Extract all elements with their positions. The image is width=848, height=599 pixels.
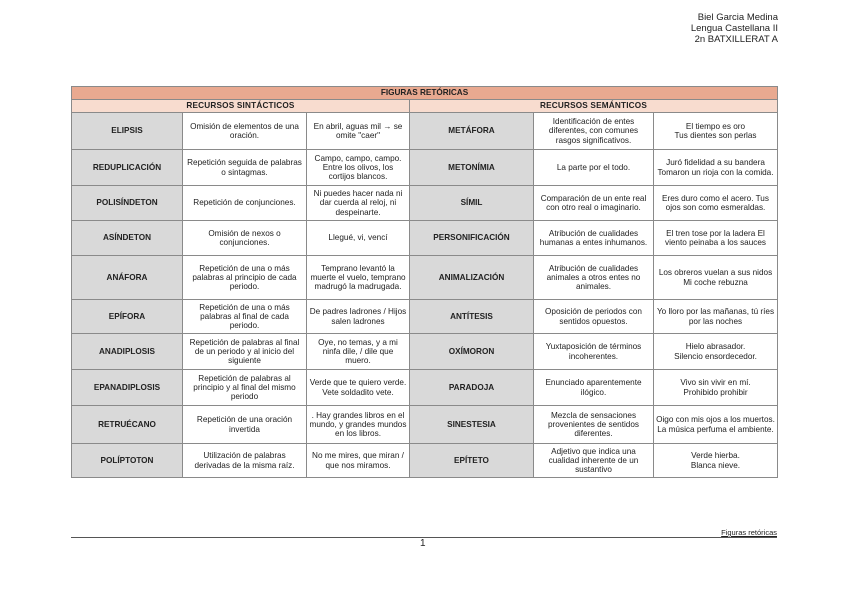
syntactic-figure-name: REDUPLICACIÓN bbox=[72, 150, 183, 186]
semantic-figure-name: EPÍTETO bbox=[410, 444, 534, 478]
page-header bbox=[691, 12, 778, 45]
table-row bbox=[72, 186, 778, 221]
syntactic-figure-example: Campo, campo, campo. Entre los olivos, los cortijos blancos. bbox=[307, 150, 410, 186]
semantic-figure-definition: Mezcla de sensaciones provenientes de sentidos diferentes. bbox=[534, 406, 654, 444]
table-row bbox=[72, 256, 778, 300]
rhetorical-figures-table bbox=[71, 86, 778, 478]
table-row bbox=[72, 113, 778, 150]
syntactic-figure-name: ANADIPLOSIS bbox=[72, 334, 183, 370]
semantic-figure-definition: Comparación de un ente real con otro real o imaginario. bbox=[534, 186, 654, 221]
syntactic-figure-definition: Repetición seguida de palabras o sintagmas. bbox=[183, 150, 307, 186]
semantic-figure-definition: Oposición de periodos con sentidos opuestos. bbox=[534, 300, 654, 334]
syntactic-figure-example: Verde que te quiero verde. Vete soldadito vete. bbox=[307, 370, 410, 406]
syntactic-figure-definition: Repetición de palabras al principio y al final del mismo periodo bbox=[183, 370, 307, 406]
syntactic-figure-definition: Repetición de una o más palabras al final de cada periodo. bbox=[183, 300, 307, 334]
syntactic-figure-name: ASÍNDETON bbox=[72, 221, 183, 256]
table-row bbox=[72, 221, 778, 256]
semantic-figure-name: ANIMALIZACIÓN bbox=[410, 256, 534, 300]
syntactic-figure-name: POLÍPTOTON bbox=[72, 444, 183, 478]
semantic-figure-example: Juró fidelidad a su bandera Tomaron un rioja con la comida. bbox=[654, 150, 778, 186]
syntactic-figure-name: ANÁFORA bbox=[72, 256, 183, 300]
semantic-figure-example: Vivo sin vivir en mí. Prohibido prohibir bbox=[654, 370, 778, 406]
syntactic-figure-definition: Repetición de una o más palabras al principio de cada periodo. bbox=[183, 256, 307, 300]
syntactic-figure-name: RETRUÉCANO bbox=[72, 406, 183, 444]
syntactic-figure-example: Ni puedes hacer nada ni dar cuerda al reloj, ni despeinarte. bbox=[307, 186, 410, 221]
page-number: 1 bbox=[420, 538, 426, 549]
syntactic-figure-example: No me mires, que miran / que nos miramos. bbox=[307, 444, 410, 478]
syntactic-figure-definition: Utilización de palabras derivadas de la misma raíz. bbox=[183, 444, 307, 478]
semantic-figure-name: OXÍMORON bbox=[410, 334, 534, 370]
semantic-figure-definition: Atribución de cualidades animales a otros entes no animales. bbox=[534, 256, 654, 300]
table-row bbox=[72, 150, 778, 186]
syntactic-figure-example: En abril, aguas mil → se omite "caer" bbox=[307, 113, 410, 150]
syntactic-figure-example: Llegué, vi, vencí bbox=[307, 221, 410, 256]
semantic-figure-example: Los obreros vuelan a sus nidos Mi coche rebuzna bbox=[654, 256, 778, 300]
semantic-figure-example: Verde hierba. Blanca nieve. bbox=[654, 444, 778, 478]
syntactic-heading: RECURSOS SINTÁCTICOS bbox=[72, 100, 410, 113]
syntactic-figure-name: EPÍFORA bbox=[72, 300, 183, 334]
semantic-heading: RECURSOS SEMÁNTICOS bbox=[410, 100, 778, 113]
syntactic-figure-name: POLISÍNDETON bbox=[72, 186, 183, 221]
syntactic-figure-definition: Omisión de nexos o conjunciones. bbox=[183, 221, 307, 256]
syntactic-figure-definition: Repetición de una oración invertida bbox=[183, 406, 307, 444]
semantic-figure-example: Eres duro como el acero. Tus ojos son como esmeraldas. bbox=[654, 186, 778, 221]
syntactic-figure-name: EPANADIPLOSIS bbox=[72, 370, 183, 406]
semantic-figure-definition: La parte por el todo. bbox=[534, 150, 654, 186]
syntactic-figure-name: ELIPSIS bbox=[72, 113, 183, 150]
syntactic-figure-example: Temprano levantó la muerte el vuelo, temprano madrugó la madrugada. bbox=[307, 256, 410, 300]
semantic-figure-example: Oigo con mis ojos a los muertos. La música perfuma el ambiente. bbox=[654, 406, 778, 444]
semantic-figure-name: SINESTESIA bbox=[410, 406, 534, 444]
semantic-figure-example: Yo lloro por las mañanas, tú ríes por las noches bbox=[654, 300, 778, 334]
semantic-figure-definition: Atribución de cualidades humanas a entes inhumanos. bbox=[534, 221, 654, 256]
table-row bbox=[72, 300, 778, 334]
syntactic-figure-definition: Repetición de palabras al final de un periodo y al inicio del siguiente bbox=[183, 334, 307, 370]
table-row bbox=[72, 406, 778, 444]
semantic-figure-name: ANTÍTESIS bbox=[410, 300, 534, 334]
syntactic-figure-example: De padres ladrones / Hijos salen ladrones bbox=[307, 300, 410, 334]
semantic-figure-example: Hielo abrasador. Silencio ensordecedor. bbox=[654, 334, 778, 370]
semantic-figure-name: PARADOJA bbox=[410, 370, 534, 406]
syntactic-figure-example: Oye, no temas, y a mi ninfa dile, / dile que muero. bbox=[307, 334, 410, 370]
table-row bbox=[72, 370, 778, 406]
semantic-figure-example: El tren tose por la ladera El viento peinaba a los sauces bbox=[654, 221, 778, 256]
header-course: 2n BATXILLERAT A bbox=[694, 34, 778, 45]
semantic-figure-definition: Identificación de entes diferentes, con comunes rasgos significativos. bbox=[534, 113, 654, 150]
semantic-figure-name: SÍMIL bbox=[410, 186, 534, 221]
table-title: FIGURAS RETÓRICAS bbox=[72, 87, 778, 100]
semantic-figure-name: METONÍMIA bbox=[410, 150, 534, 186]
semantic-figure-definition: Enunciado aparentemente ilógico. bbox=[534, 370, 654, 406]
syntactic-figure-definition: Omisión de elementos de una oración. bbox=[183, 113, 307, 150]
semantic-figure-example: El tiempo es oro Tus dientes son perlas bbox=[654, 113, 778, 150]
semantic-figure-name: METÁFORA bbox=[410, 113, 534, 150]
syntactic-figure-definition: Repetición de conjunciones. bbox=[183, 186, 307, 221]
syntactic-figure-example: . Hay grandes libros en el mundo, y grandes mundos en los libros. bbox=[307, 406, 410, 444]
semantic-figure-name: PERSONIFICACIÓN bbox=[410, 221, 534, 256]
table-row bbox=[72, 334, 778, 370]
header-subject: Lengua Castellana II bbox=[690, 23, 778, 34]
header-author: Biel Garcia Medina bbox=[697, 12, 778, 23]
semantic-figure-definition: Yuxtaposición de términos incoherentes. bbox=[534, 334, 654, 370]
semantic-figure-definition: Adjetivo que indica una cualidad inherente de un sustantivo bbox=[534, 444, 654, 478]
table-row bbox=[72, 444, 778, 478]
footer-label: Figuras retóricas bbox=[721, 528, 777, 537]
